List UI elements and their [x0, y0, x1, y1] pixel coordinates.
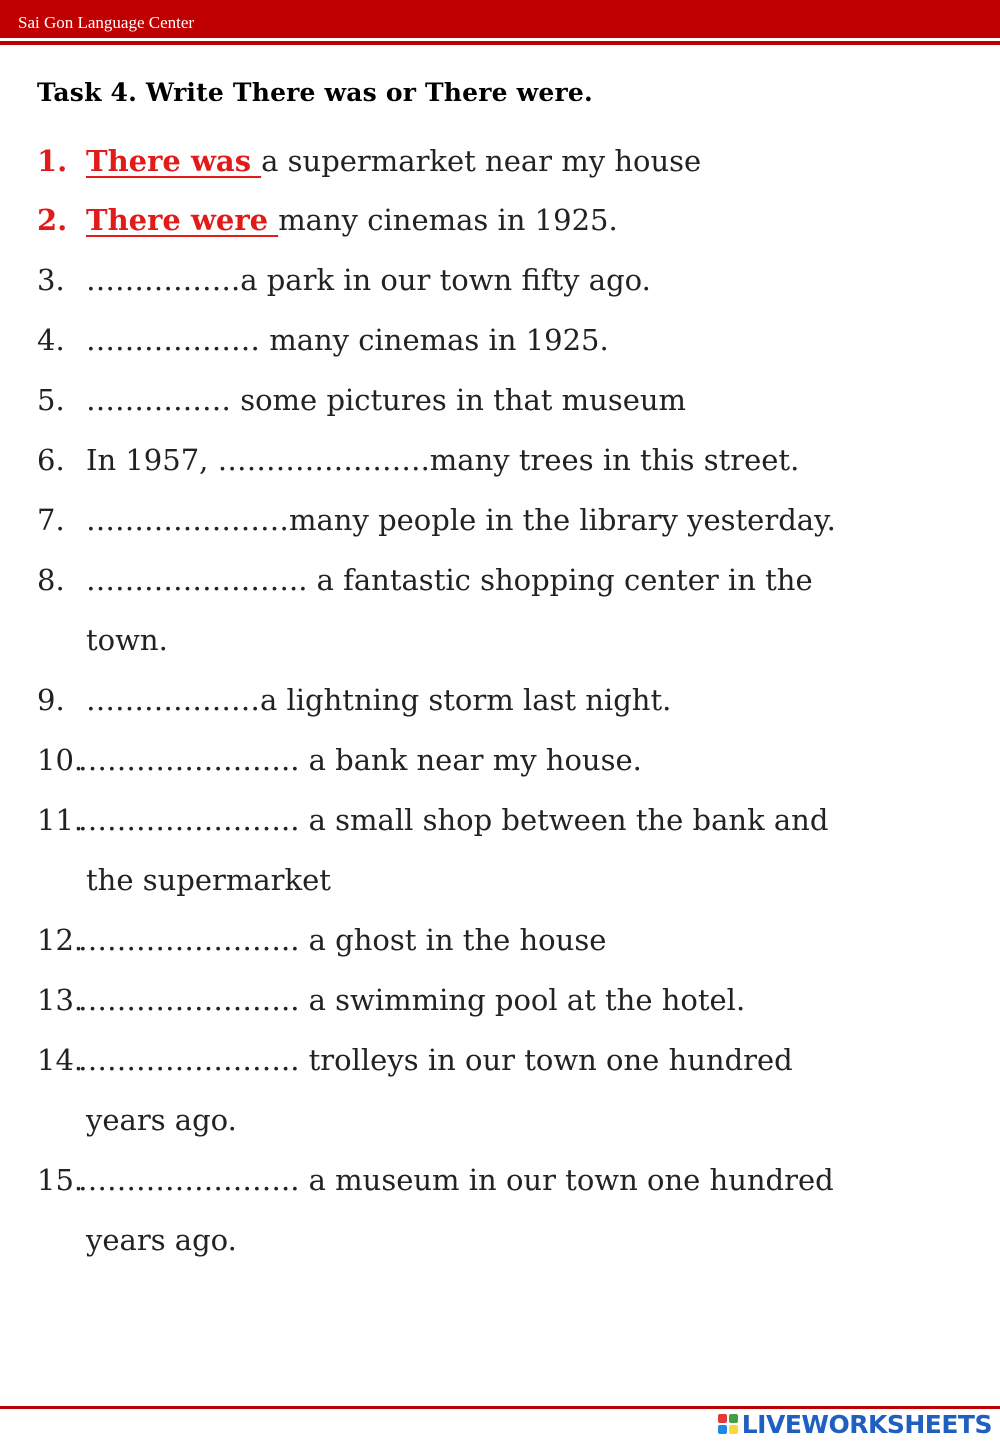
- item-number: 12.: [37, 923, 84, 957]
- item-number: 14.: [37, 1043, 84, 1077]
- item-number: 9.: [37, 683, 65, 717]
- item-number: 2.: [37, 203, 68, 237]
- answer-text: There was: [86, 144, 262, 178]
- item-text-continued: years ago.: [86, 1103, 237, 1137]
- item-text[interactable]: ………………a lightning storm last night.: [86, 683, 672, 717]
- item-text[interactable]: …………… some pictures in that museum: [86, 383, 687, 417]
- item-number: 1.: [37, 144, 68, 178]
- item-number: 6.: [37, 443, 65, 477]
- item-number: 15.: [37, 1163, 84, 1197]
- item-text-continued: years ago.: [86, 1223, 237, 1257]
- item-text[interactable]: ………………….. trolleys in our town one hundred: [78, 1043, 793, 1077]
- item-text-continued: town.: [86, 623, 168, 657]
- item-sentence: [86, 200, 618, 240]
- item-text[interactable]: ………………….. a bank near my house.: [78, 743, 642, 777]
- item-number: 13.: [37, 983, 84, 1017]
- item-text[interactable]: ………………….. a ghost in the house: [78, 923, 607, 957]
- liveworksheets-logo[interactable]: [718, 1408, 992, 1440]
- item-number: 4.: [37, 323, 65, 357]
- item-text[interactable]: ……………… many cinemas in 1925.: [86, 323, 609, 357]
- item-text[interactable]: ………………….. a swimming pool at the hotel.: [78, 983, 746, 1017]
- item-text[interactable]: ………………….. a small shop between the bank and: [78, 803, 829, 837]
- item-text: a supermarket near my house: [261, 144, 702, 178]
- item-text[interactable]: …………….a park in our town fifty ago.: [86, 263, 651, 297]
- header-divider: [0, 41, 1000, 45]
- item-text[interactable]: …………………many people in the library yesterday.: [86, 503, 836, 537]
- item-number: 11.: [37, 803, 84, 837]
- item-text-continued: the supermarket: [86, 863, 331, 897]
- item-number: 7.: [37, 503, 65, 537]
- item-number: 3.: [37, 263, 65, 297]
- item-number: 8.: [37, 563, 65, 597]
- item-number: 10.: [37, 743, 84, 777]
- item-sentence: [86, 141, 701, 181]
- task-title: Task 4. Write There was or There were.: [37, 78, 593, 107]
- item-text: many cinemas in 1925.: [278, 203, 618, 237]
- liveworksheets-logo-icon: [718, 1414, 738, 1434]
- logo-text: LIVEWORKSHEETS: [741, 1409, 992, 1439]
- item-number: 5.: [37, 383, 65, 417]
- item-text[interactable]: ………………….. a fantastic shopping center in the: [86, 563, 813, 597]
- item-text[interactable]: ………………….. a museum in our town one hundred: [78, 1163, 834, 1197]
- item-text[interactable]: In 1957, ………………….many trees in this street.: [86, 443, 800, 477]
- header-center-name: Sai Gon Language Center: [18, 13, 195, 32]
- answer-text: There were: [86, 203, 279, 237]
